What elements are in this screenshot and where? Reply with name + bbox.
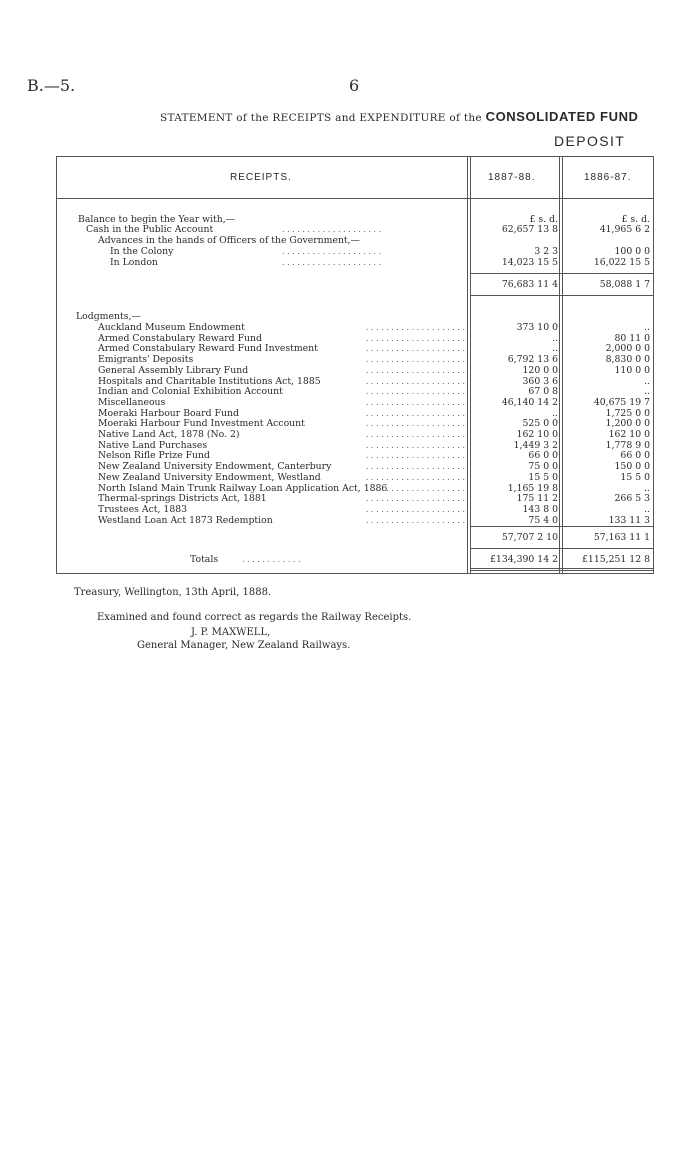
lodgment-1886: .. (644, 375, 650, 387)
lodgment-row (56, 505, 654, 515)
lodgment-label: Auckland Museum Endowment (98, 322, 245, 333)
lodgment-1887: 1,449 3 2 (513, 439, 558, 451)
lodgment-1887: 46,140 14 2 (501, 396, 558, 408)
leader-dots: . . . . . . . . . . . . . . . . . . . . (282, 247, 382, 256)
totals-double-rule-2 (470, 570, 654, 571)
lodgments-subtotal-1886: 57,163 11 1 (593, 532, 650, 543)
lodgment-label: Thermal-springs Districts Act, 1881 (98, 493, 267, 505)
colony-1887: 3 2 3 (534, 246, 558, 257)
lodgment-1886: 1,778 9 0 (605, 439, 650, 451)
lodgment-row (56, 387, 654, 397)
leader-dots: . . . . . . . . . . . . . . . . . . . . (365, 472, 465, 482)
lodgment-label: Moeraki Harbour Fund Investment Account (98, 418, 305, 430)
year-1886-header: 1886-87. (584, 172, 632, 183)
lodgment-row (56, 409, 654, 419)
lodgment-row (56, 334, 654, 344)
leader-dots: . . . . . . . . . . . . . . . . . . . . (365, 376, 465, 386)
lodgment-1887: .. (552, 332, 558, 344)
leader-dots: . . . . . . . . . . . . . . . . . . . . (365, 483, 465, 493)
lodgment-1886: 2,000 0 0 (605, 343, 650, 355)
lodgment-row (56, 494, 654, 504)
leader-dots: . . . . . . . . . . . . . . . . . . . . (365, 397, 465, 407)
leader-dots: . . . . . . . . . . . . . . . . . . . . (365, 451, 465, 461)
lodgment-1886: 80 11 0 (614, 332, 650, 344)
leader-dots: . . . . . . . . . . . . . . . . . . . . (365, 333, 465, 343)
lodgment-1886: 1,725 0 0 (605, 407, 650, 419)
lodgment-1887: .. (552, 407, 558, 419)
opening-subtotal-rule (470, 273, 654, 274)
leader-dots: . . . . . . . . . . . . (242, 555, 301, 564)
signatory-title: General Manager, New Zealand Railways. (137, 640, 351, 651)
london-1886: 16,022 15 5 (593, 257, 650, 268)
document-reference: B.—5. (27, 76, 76, 95)
lodgment-1887: 66 0 0 (528, 450, 558, 462)
lodgment-label: Indian and Colonial Exhibition Account (98, 386, 283, 398)
leader-dots: . . . . . . . . . . . . . . . . . . . . (365, 387, 465, 397)
lodgment-row (56, 377, 654, 387)
leader-dots: . . . . . . . . . . . . . . . . . . . . (365, 494, 465, 504)
lodgment-1886: 40,675 19 7 (593, 396, 650, 408)
opening-balance-label: Balance to begin the Year with,— (78, 214, 236, 225)
lodgment-row (56, 398, 654, 408)
lodgment-label: Armed Constabulary Reward Fund Investment (98, 343, 318, 355)
lodgment-1886: .. (644, 503, 650, 515)
totals-double-rule-1 (470, 568, 654, 569)
opening-subtotal-1886: 58,088 1 7 (599, 279, 650, 290)
lodgment-row (56, 419, 654, 429)
lodgment-1887: 1,165 19 8 (507, 482, 558, 494)
lodgment-row (56, 355, 654, 365)
lodgments-subtotal-1887: 57,707 2 10 (501, 532, 558, 543)
table-row (56, 247, 654, 257)
lodgment-1886: 66 0 0 (620, 450, 650, 462)
heading-bold: CONSOLIDATED FUND (485, 109, 639, 124)
year-1887-header: 1887-88. (488, 172, 536, 183)
london-1887: 14,023 15 5 (501, 257, 558, 268)
lodgment-1887: 6,792 13 6 (507, 354, 558, 366)
examined-note: Examined and found correct as regards the Railway Receipts. (97, 612, 412, 623)
receipts-column-header: RECEIPTS. (230, 172, 292, 183)
lodgment-1887: 120 0 0 (522, 364, 558, 376)
leader-dots: . . . . . . . . . . . . . . . . . . . . (282, 258, 382, 267)
lodgment-1887: 67 0 8 (528, 386, 558, 398)
lodgment-row (56, 473, 654, 483)
leader-dots: . . . . . . . . . . . . . . . . . . . . (365, 408, 465, 418)
lodgment-1887: 75 4 0 (528, 514, 558, 526)
lodgment-label: General Assembly Library Fund (98, 364, 249, 376)
lodgment-row (56, 462, 654, 472)
lodgment-1886: 266 5 3 (614, 493, 650, 505)
lodgment-label: Native Land Purchases (98, 439, 208, 451)
lodgment-1887: 143 8 0 (522, 503, 558, 515)
table-header-rule (56, 198, 654, 199)
totals-1887: £134,390 14 2 (489, 554, 558, 565)
lodgment-1887: 75 0 0 (528, 461, 558, 473)
lodgment-label: Armed Constabulary Reward Fund (98, 332, 262, 344)
lodgment-1887: .. (552, 343, 558, 355)
leader-dots: . . . . . . . . . . . . . . . . . . . . (365, 440, 465, 450)
advances-label: Advances in the hands of Officers of the Government,— (98, 235, 360, 246)
cash-label: Cash in the Public Account (86, 224, 214, 235)
colony-1886: 100 0 0 (614, 246, 650, 257)
lodgment-row (56, 484, 654, 494)
lodgment-1886: 150 0 0 (614, 461, 650, 473)
lodgments-subtotal-bottom-rule (470, 548, 654, 549)
signatory-name: J. P. MAXWELL, (191, 627, 271, 638)
lodgment-1886: .. (644, 386, 650, 398)
receipts-table (56, 156, 654, 574)
lodgment-1887: 162 10 0 (516, 429, 558, 440)
totals-label: Totals (190, 554, 219, 565)
lodgment-row (56, 323, 654, 333)
table-row (56, 236, 654, 246)
colony-label: In the Colony (110, 246, 174, 257)
lodgment-label: Native Land Act, 1878 (No. 2) (98, 429, 240, 440)
leader-dots: . . . . . . . . . . . . . . . . . . . . (365, 344, 465, 354)
table-row (56, 555, 654, 565)
leader-dots: . . . . . . . . . . . . . . . . . . . . (365, 504, 465, 514)
statement-heading (160, 109, 639, 124)
lodgment-1886: 15 5 0 (620, 471, 650, 483)
lodgment-label: Emigrants' Deposits (98, 354, 194, 366)
lodgment-label: North Island Main Trunk Railway Loan Application Act, 1886 (98, 482, 388, 494)
table-bottom-rule (56, 573, 654, 574)
leader-dots: . . . . . . . . . . . . . . . . . . . . (365, 365, 465, 375)
lodgment-1887: 15 5 0 (528, 471, 558, 483)
leader-dots: . . . . . . . . . . . . . . . . . . . . (365, 462, 465, 472)
lodgment-label: New Zealand University Endowment, Canterbury (98, 461, 332, 473)
lodgment-label: Trustees Act, 1883 (98, 503, 188, 515)
lodgment-row (56, 441, 654, 451)
lodgment-1887: 373 10 0 (516, 322, 558, 333)
leader-dots: . . . . . . . . . . . . . . . . . . . . (365, 355, 465, 365)
lodgment-1886: 162 10 0 (608, 429, 650, 440)
lodgment-1886: .. (644, 322, 650, 333)
lodgment-row (56, 430, 654, 440)
lodgment-label: New Zealand University Endowment, Westland (98, 471, 321, 483)
lodgment-label: Miscellaneous (98, 396, 166, 408)
lodgment-1887: 175 11 2 (516, 493, 558, 505)
currency-units-1886: £ s. d. (621, 214, 650, 225)
lodgments-label: Lodgments,— (76, 311, 141, 322)
opening-subtotal-bottom-rule (470, 295, 654, 296)
cash-1886: 41,965 6 2 (599, 224, 650, 235)
lodgment-1887: 360 3 6 (522, 375, 558, 387)
leader-dots: . . . . . . . . . . . . . . . . . . . . (365, 323, 465, 332)
page-number: 6 (349, 76, 360, 95)
lodgment-1886: 110 0 0 (614, 364, 650, 376)
table-row (56, 533, 654, 543)
heading-small: STATEMENT of the RECEIPTS and EXPENDITURE of the (160, 112, 482, 124)
leader-dots: . . . . . . . . . . . . . . . . . . . . (282, 225, 382, 234)
lodgment-row (56, 344, 654, 354)
currency-units-1887: £ s. d. (529, 214, 558, 225)
deposit-subheading: DEPOSIT (554, 133, 626, 149)
opening-subtotal-1887: 76,683 11 4 (501, 279, 558, 290)
leader-dots: . . . . . . . . . . . . . . . . . . . . (365, 419, 465, 429)
lodgment-1886: .. (644, 482, 650, 494)
table-top-rule (56, 156, 654, 157)
lodgment-1886: 133 11 3 (608, 514, 650, 526)
lodgment-label: Nelson Rifle Prize Fund (98, 450, 210, 462)
place-date: Treasury, Wellington, 13th April, 1888. (74, 587, 272, 598)
lodgment-label: Hospitals and Charitable Institutions Act, 1885 (98, 375, 321, 387)
table-row (56, 225, 654, 235)
lodgment-1886: 8,830 0 0 (605, 354, 650, 366)
lodgment-row (56, 516, 654, 526)
table-row (56, 258, 654, 268)
leader-dots: . . . . . . . . . . . . . . . . . . . . (365, 515, 465, 525)
lodgment-1886: 1,200 0 0 (605, 418, 650, 430)
lodgment-label: Westland Loan Act 1873 Redemption (98, 514, 273, 526)
leader-dots: . . . . . . . . . . . . . . . . . . . . (365, 430, 465, 439)
lodgment-label: Moeraki Harbour Board Fund (98, 407, 239, 419)
table-row (56, 280, 654, 290)
lodgment-row (56, 366, 654, 376)
cash-1887: 62,657 13 8 (501, 224, 558, 235)
lodgment-1887: 525 0 0 (522, 418, 558, 430)
lodgments-subtotal-rule (470, 526, 654, 527)
table-row (56, 312, 654, 322)
london-label: In London (110, 257, 158, 268)
lodgment-row (56, 451, 654, 461)
totals-1886: £115,251 12 8 (581, 554, 650, 565)
